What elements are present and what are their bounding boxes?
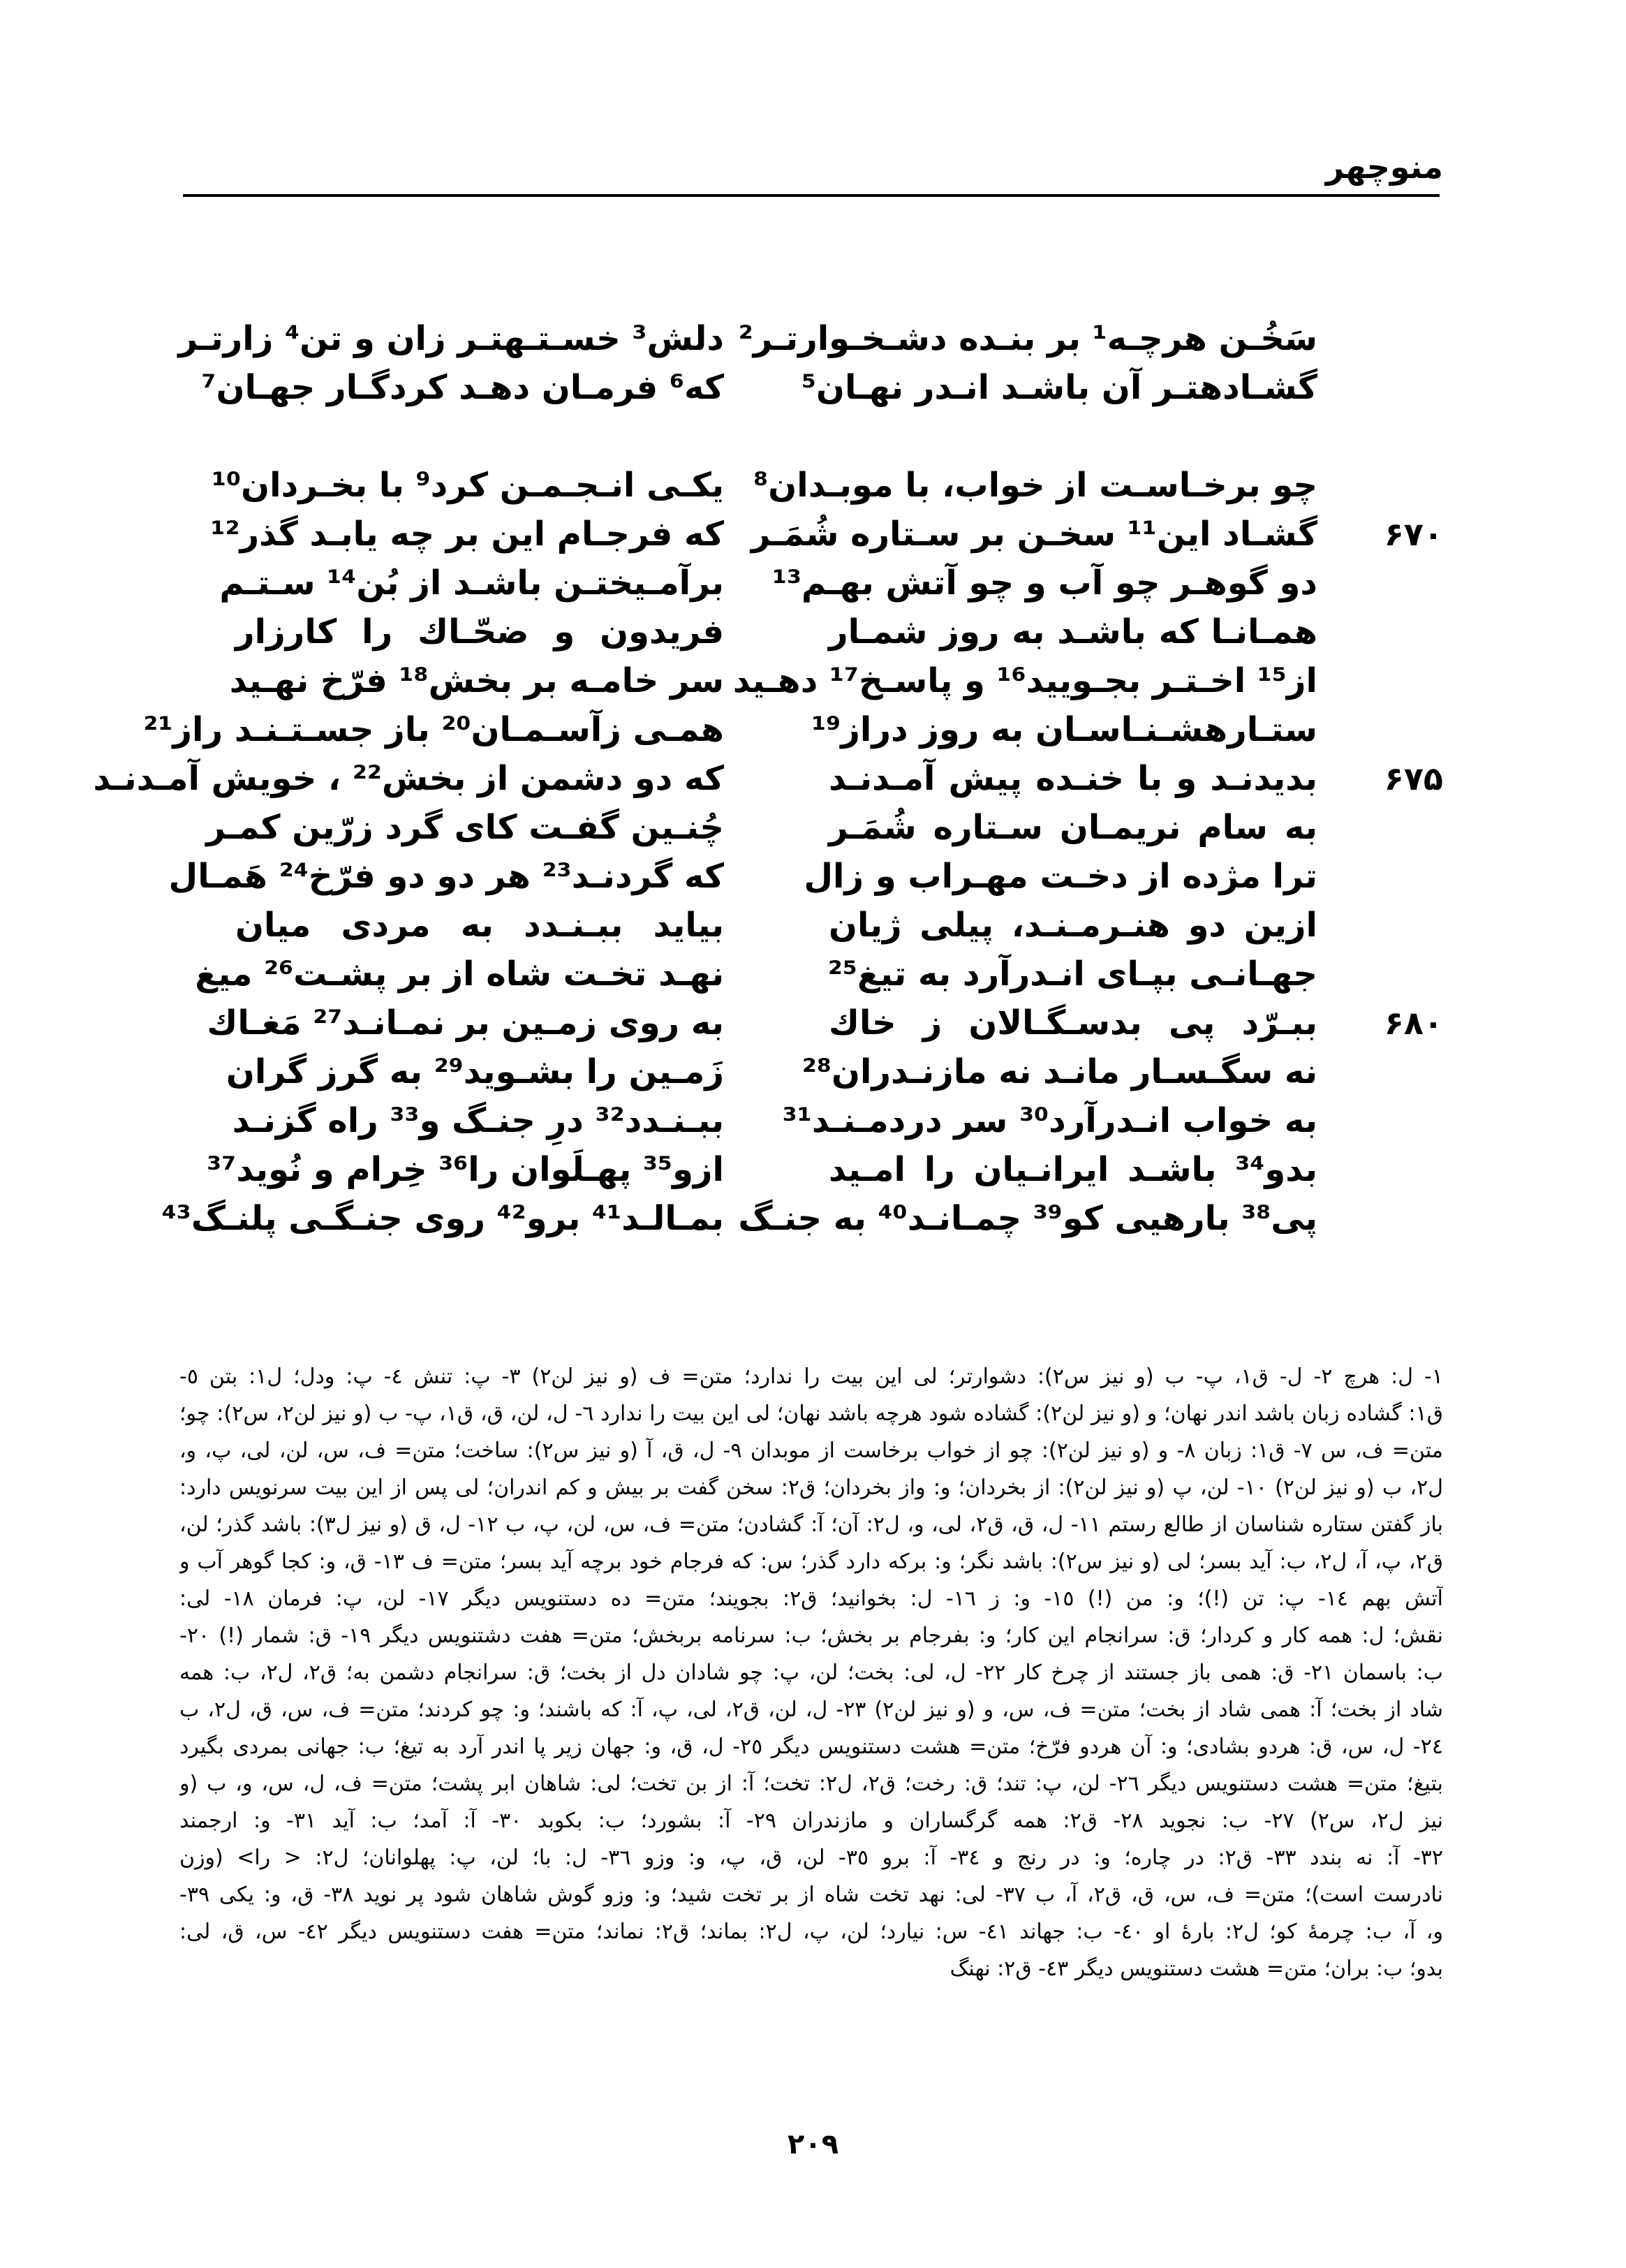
verse-line bbox=[738, 314, 1317, 363]
footnote-line: ١- ل: هرچ ٢- ل- ق١، پ- ب (و نيز س٢): دشوارتر؛ لی اين بيت را ندارد؛ متن= ف (و نيز لن٢) ٣- پ: تنش ٤- پ: ودل؛ ل١: بتن ٥- bbox=[179, 1364, 1443, 1389]
verse-line bbox=[201, 363, 724, 412]
verse-text: که⁶ فرمـان دهـد کردگـار جهـان⁷ bbox=[201, 368, 724, 407]
verse-line bbox=[801, 1047, 1317, 1096]
verse-line bbox=[732, 656, 1317, 705]
verse-number: ۶۷۵ bbox=[1384, 760, 1443, 797]
verse-text: نهـد تخـت شاه از بر پشـت²⁶ ميغ bbox=[195, 955, 724, 994]
verse-line bbox=[829, 950, 1317, 999]
verse-text: به روی زمـين بر نمـانـد²⁷ مَغـاك bbox=[207, 1003, 724, 1043]
footnote-line: بدو؛ ب: بران؛ متن= هشت دستنويس ديگر ٤٣- ق٢: نهنگ bbox=[949, 1957, 1443, 1981]
verse-text: پی³⁸ بارهيی کو³⁹ چمـانـد⁴⁰ به جنـگ bbox=[738, 1199, 1317, 1238]
footnote-line: ٣٢- آ: نه بندد ٣٣- ق٢: در چاره؛ و: در رنج و ٣٤- آ: برو ٣٥- لن، ق، پ، و: وزو ٣٦- ل: با؛ لن، پ: پهلوانان؛ ل٢: < را> (وزن bbox=[179, 1846, 1443, 1870]
poem-body bbox=[93, 314, 1443, 1292]
poem-column-right bbox=[732, 314, 1443, 1243]
verse-text: دو گوهـر چو آب و چو آتش بهـم¹³ bbox=[771, 564, 1317, 603]
footnote-line: نقش؛ ل: همه کار و کردار؛ ق: سرانجام اين کار؛ و: بفرجام بر بخش؛ ب: سرنامه بربخش؛ متن= هفت دشتنويس ديگر ١٩- ق: شمار (!) ٢٠- bbox=[179, 1623, 1443, 1648]
footnote-line: متن= ف، س ٧- ق١: زبان ٨- و (و نيز لن٢): چو از خواب برخاست از موبدان ٩- ل، ق، آ (و نيز س٢): ساخت؛ متن= ف، س، لن، لی، پ، و، bbox=[179, 1438, 1443, 1463]
verse-line bbox=[219, 559, 724, 608]
verse-text: فريدون و ضحّـاك را کارزار bbox=[235, 612, 724, 651]
verse-line bbox=[829, 901, 1317, 950]
verse-text: ستـارهشـنـاسـان به روز دراز¹⁹ bbox=[811, 710, 1317, 749]
verse-line bbox=[212, 461, 724, 510]
verse-text: جهـانـی بپـای انـدرآرد به تيغ²⁵ bbox=[827, 955, 1317, 994]
verse-line bbox=[207, 1145, 724, 1194]
verse-text: به سام نريمـان سـتاره شُمَـر bbox=[829, 808, 1317, 847]
verse-line bbox=[829, 803, 1317, 852]
verse-number: ۶۷۰ bbox=[1384, 515, 1443, 553]
verse-text: بيايد ببـنـدد به مردی ميان bbox=[235, 906, 724, 945]
verse-line bbox=[229, 656, 724, 705]
verse-number: ۶۸۰ bbox=[1384, 1004, 1443, 1042]
verse-text: گشـادهتـر آن باشـد انـدر نهـان⁵ bbox=[801, 368, 1317, 407]
footnotes bbox=[179, 1358, 1443, 1987]
header-rule bbox=[183, 194, 1440, 197]
running-header-title: منوچهر bbox=[1325, 148, 1443, 186]
verse-line bbox=[753, 461, 1317, 510]
verse-text: بمـالـد⁴¹ برو⁴² روی جنـگـی پلنـگ⁴³ bbox=[161, 1199, 724, 1238]
footnote-line: و، آ، ب: چرمهٔ کو؛ ل٢: بارهٔ او ٤٠- ب: جهاند ٤١- س: نيارد؛ لن، پ، ل٢: بماند؛ ق٢: نماند؛ متن= هفت دستنويس ديگر ٤٢- س، ق، لی: bbox=[179, 1920, 1443, 1944]
verse-line bbox=[93, 754, 724, 803]
verse-line bbox=[829, 754, 1443, 803]
verse-text: زَمـين را بشـويد²⁹ به گرز گران bbox=[226, 1052, 724, 1091]
stanza-gap bbox=[829, 412, 1317, 461]
verse-text: بدو³⁴ باشـد ايرانـيان را امـيد bbox=[829, 1150, 1317, 1189]
verse-text: که دو دشمن از بخش²² ، خويش آمـدنـد bbox=[93, 759, 724, 798]
verse-text: چو برخـاسـت از خواب، با موبـدان⁸ bbox=[753, 466, 1317, 505]
verse-line bbox=[232, 1096, 724, 1145]
verse-text: گشـاد این¹¹ سخـن بر سـتاره شُمَـر bbox=[751, 515, 1317, 554]
verse-line bbox=[206, 803, 724, 852]
footnote-line: نادرست است)؛ متن= ف، س، ق، ق٢، آ، ب ٣٧- لی: نهد تخت شاه از بر تخت شيد؛ و: وزو گوش شاهان شود پر نويد ٣٨- ق، و: يکی ٣٩- bbox=[179, 1883, 1443, 1907]
verse-line bbox=[804, 852, 1317, 901]
verse-line bbox=[143, 705, 724, 754]
footnote-line: بتيغ؛ متن= هشت دستنويس ديگر ٢٦- لن، پ: تند؛ ق: رخت؛ ق٢، ل٢: تخت؛ آ: از بن تخت؛ لی: شاهان ابر پشت؛ متن= ف، ل، س، و، ب (و bbox=[179, 1772, 1443, 1796]
verse-text: بديدنـد و با خنـده پيش آمـدنـد bbox=[829, 759, 1317, 798]
stanza-gap bbox=[235, 412, 724, 461]
verse-line bbox=[771, 559, 1317, 608]
verse-line bbox=[829, 608, 1317, 656]
verse-text: ببـنـدد³² درِ جنـگ و³³ راه گزنـد bbox=[232, 1101, 724, 1140]
footnote-line: شاد از بخت؛ آ: همی شاد از بخت؛ متن= ف، س، و (و نيز لن٢) ٢٣- ل، لن، ق٢، لی، پ، آ: که باشند؛ و: چو کردند؛ متن= ف، س، ق، ل٢، ب bbox=[179, 1698, 1443, 1722]
page-number: ۲۰۹ bbox=[787, 2128, 839, 2160]
verse-line bbox=[801, 363, 1317, 412]
verse-text: که فرجـام اين بر چه يابـد گذر¹² bbox=[210, 515, 724, 554]
verse-line bbox=[226, 1047, 724, 1096]
verse-line bbox=[178, 314, 724, 363]
verse-line bbox=[168, 852, 724, 901]
verse-line bbox=[210, 510, 724, 559]
verse-text: که گردنـد²³ هر دو دو فرّخ²⁴ هَمـال bbox=[168, 857, 724, 896]
verse-text: سر خامـه بر بخش¹⁸ فرّخ نهـيد bbox=[229, 661, 724, 700]
verse-text: يکـی انـجـمـن کرد⁹ با بخـردان¹⁰ bbox=[212, 466, 724, 505]
verse-text: همـی زآسـمـان²⁰ باز جسـتـنـد راز²¹ bbox=[143, 710, 724, 749]
verse-text: همـانـا که باشـد به روز شمـار bbox=[829, 612, 1317, 651]
verse-line bbox=[811, 705, 1317, 754]
verse-line bbox=[782, 1096, 1317, 1145]
footnote-line: آتش بهم ١٤- پ: تن (!)؛ و: من (!) ١٥- و: ز ١٦- ل: بخوانيد؛ ق٢: بجويند؛ متن= ده دستنويس ديگر ١٧- لن، پ: فرمان ١٨- لی: bbox=[179, 1586, 1443, 1611]
verse-text: ازين دو هنـرمـنـد، پيلی ژيان bbox=[829, 906, 1317, 945]
footnote-line: ق١: گشاده زبان باشد اندر نهان؛ و (و نيز لن٢): گشاده شود هرچه باشد نهان؛ لی اين بيت را ندارد ٦- ل، لن، ق، ق١، پ- ب (و نيز لن٢، س٢): چو؛ bbox=[179, 1401, 1443, 1426]
footnote-line: ٢٤- ل، س، ق: هردو بشادی؛ و: آن هردو فرّخ؛ متن= هشت دستنويس ديگر ٢٥- ل، ق، و: جهان زير پا اندر آرد به تيغ؛ ب: جهانی بمردی بگيرد bbox=[179, 1735, 1443, 1759]
footnote-line: ب: باسمان ٢١- ق: همی باز جستند از چرخ کار ٢٢- ل، لی: بخت؛ لن، پ: چو شادان دل از بخت؛ ق: سرانجام دشمن به؛ ق٢، ل٢، ب: همه bbox=[179, 1660, 1443, 1685]
footnote-line: باز گفتن ستاره شناسان از طالع رستم ١١- ل، ق، ق٢، لی، و، ل٢: آن؛ آ: گشادن؛ متن= ف، س، لن، پ، ب ١٢- ل، ق (و نيز ل٣): باشد گذر؛ لن، bbox=[179, 1512, 1443, 1537]
verse-text: از¹⁵ اخـتـر بجـوييد¹⁶ و پاسـخ¹⁷ دهـيد bbox=[732, 661, 1317, 700]
footnote-line: ل٢، ب (و نيز لن٢) ١٠- لن، پ (و نيز لن٢): از بخردان؛ و: واز بخردان؛ ق٢: سخن گفت بر بيش و کم اندران؛ لی پس از اين بيت سرنويس دارد: bbox=[179, 1475, 1443, 1500]
verse-text: نه سگـسـار مانـد نه مازنـدران²⁸ bbox=[801, 1052, 1317, 1091]
verse-line bbox=[235, 608, 724, 656]
verse-line bbox=[751, 510, 1443, 559]
verse-text: دلش³ خسـتـهتـر زان و تن⁴ زارتـر bbox=[178, 319, 724, 358]
verse-text: چُنـين گفـت کای گرد زرّين کمـر bbox=[206, 808, 724, 847]
verse-line bbox=[829, 1145, 1317, 1194]
poem-column-left bbox=[93, 314, 724, 1243]
verse-text: ببـرّد پی بدسـگـالان ز خاك bbox=[829, 1003, 1317, 1043]
verse-line bbox=[829, 999, 1443, 1047]
verse-text: سَخُـن هرچـه¹ بر بنـده دشـخـوارتـر² bbox=[738, 319, 1317, 358]
verse-text: برآمـيختـن باشـد از بُن¹⁴ سـتـم bbox=[219, 564, 724, 603]
verse-line bbox=[738, 1194, 1317, 1243]
verse-text: به خواب انـدرآرد³⁰ سر دردمـنـد³¹ bbox=[782, 1101, 1317, 1140]
verse-line bbox=[207, 999, 724, 1047]
footnote-line: نيز ل٢، س٢) ٢٧- ب: نجويد ٢٨- ق٢: همه گرگساران و مازندران ٢٩- آ: بشورد؛ ب: بکوبد ٣٠- آ: آمد؛ ب: آيد ٣١- و: ارجمند bbox=[179, 1809, 1443, 1833]
verse-text: ترا مژده از دخـت مهـراب و زال bbox=[804, 857, 1317, 896]
footnote-line: ق٢، پ، آ، ل٢، ب: آيد بسر؛ لی (و نيز س٢): باشد نگر؛ و: برکه دارد گذر؛ س: که فرجام خود برچه آيد بسر؛ متن= ف ١٣- ق، و: کجا گوهر آب و bbox=[179, 1549, 1443, 1574]
verse-line bbox=[235, 901, 724, 950]
verse-line bbox=[195, 950, 724, 999]
verse-line bbox=[161, 1194, 724, 1243]
verse-text: ازو³⁵ پهـلَوان را³⁶ خِرام و نُويد³⁷ bbox=[207, 1150, 724, 1189]
